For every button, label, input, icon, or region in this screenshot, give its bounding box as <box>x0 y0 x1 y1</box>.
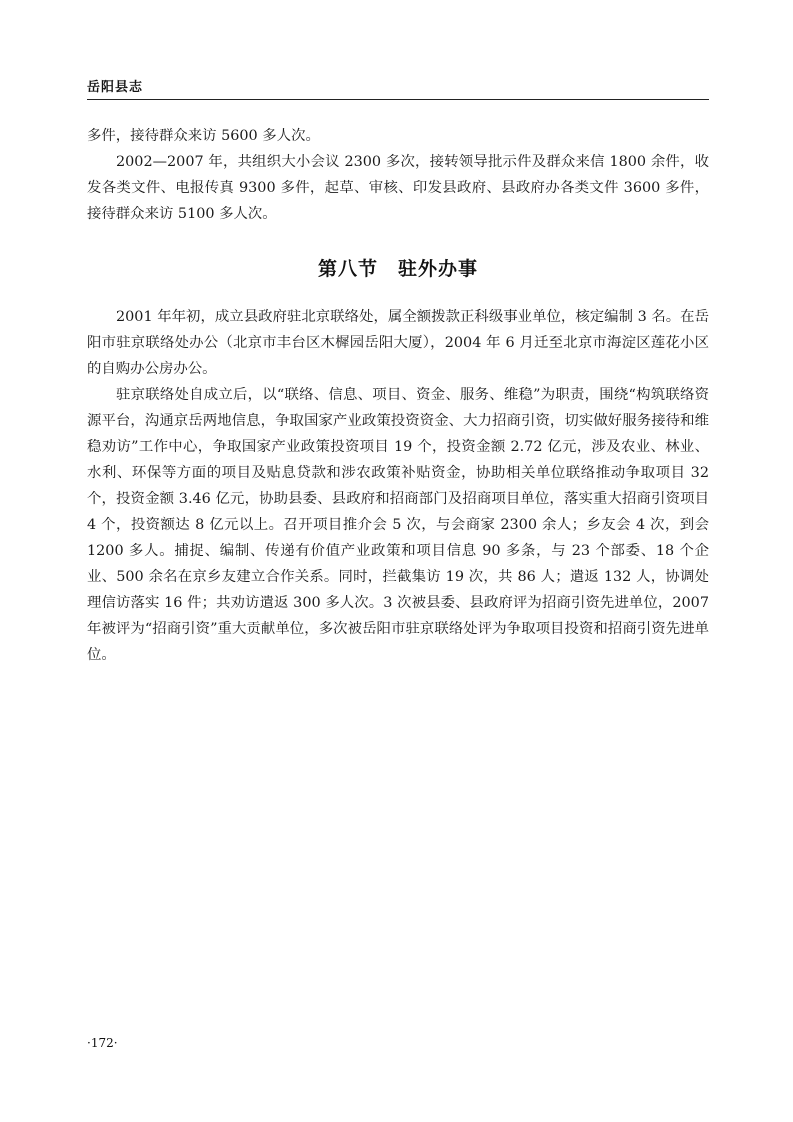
page-number: ·172· <box>87 1036 118 1050</box>
paragraph: 2001 年年初，成立县政府驻北京联络处，属全额拨款正科级事业单位，核定编制 3 名。在岳阳市驻京联络处办公（北京市丰台区木樨园岳阳大厦），2004 年 6 月迁至北京市海淀区莲花小区的自购办公房办公。 <box>87 309 709 377</box>
section-body-text <box>87 304 709 668</box>
paragraph: 驻京联络处自成立后，以“联络、信息、项目、资金、服务、维稳”为职责，围绕“构筑联络资源平台，沟通京岳两地信息，争取国家产业政策投资资金、大力招商引资，切实做好服务接待和维稳劝访”工作中心，争取国家产业政策投资项目 19 个，投资金额 2.72 亿元，涉及农业、林业、水利、环保等方面的项目及贴息贷款和涉农政策补贴资金，协助相关单位联络推动争取项目 32 个，投资金额 3.46 亿元，协助县委、县政府和招商部门及招商项目单位，落实重大招商引资项目 4 个，投资额达 8 亿元以上。召开项目推介会 5 次，与会商家 2300 余人；乡友会 4 次，到会 1200 多人。捕捉、编制、传递有价值产业政策和项目信息 90 多条，与 23 个部委、18 个企业、500 余名在京乡友建立合作关系。同时，拦截集访 19 次，共 86 人；遣返 132 人，协调处理信访落实 16 件；共劝访遣返 300 多人次。3 次被县委、县政府评为招商引资先进单位，2007 年被评为“招商引资”重大贡献单位，多次被岳阳市驻京联络处评为争取项目投资和招商引资先进单位。 <box>87 387 709 663</box>
running-header-title: 岳阳县志 <box>87 80 144 95</box>
section-heading: 第八节 驻外办事 <box>317 258 478 280</box>
paragraph-continuation: 多件，接待群众来访 5600 多人次。 <box>87 128 320 144</box>
paragraph: 2002—2007 年，共组织大小会议 2300 多次，接转领导批示件及群众来信 1800 余件，收发各类文件、电报传真 9300 多件，起草、审核、印发县政府、县政府办各类文件 3600 多件，接待群众来访 5100 多人次。 <box>87 154 709 222</box>
body-text-continued <box>87 123 709 227</box>
header-divider <box>87 99 709 100</box>
